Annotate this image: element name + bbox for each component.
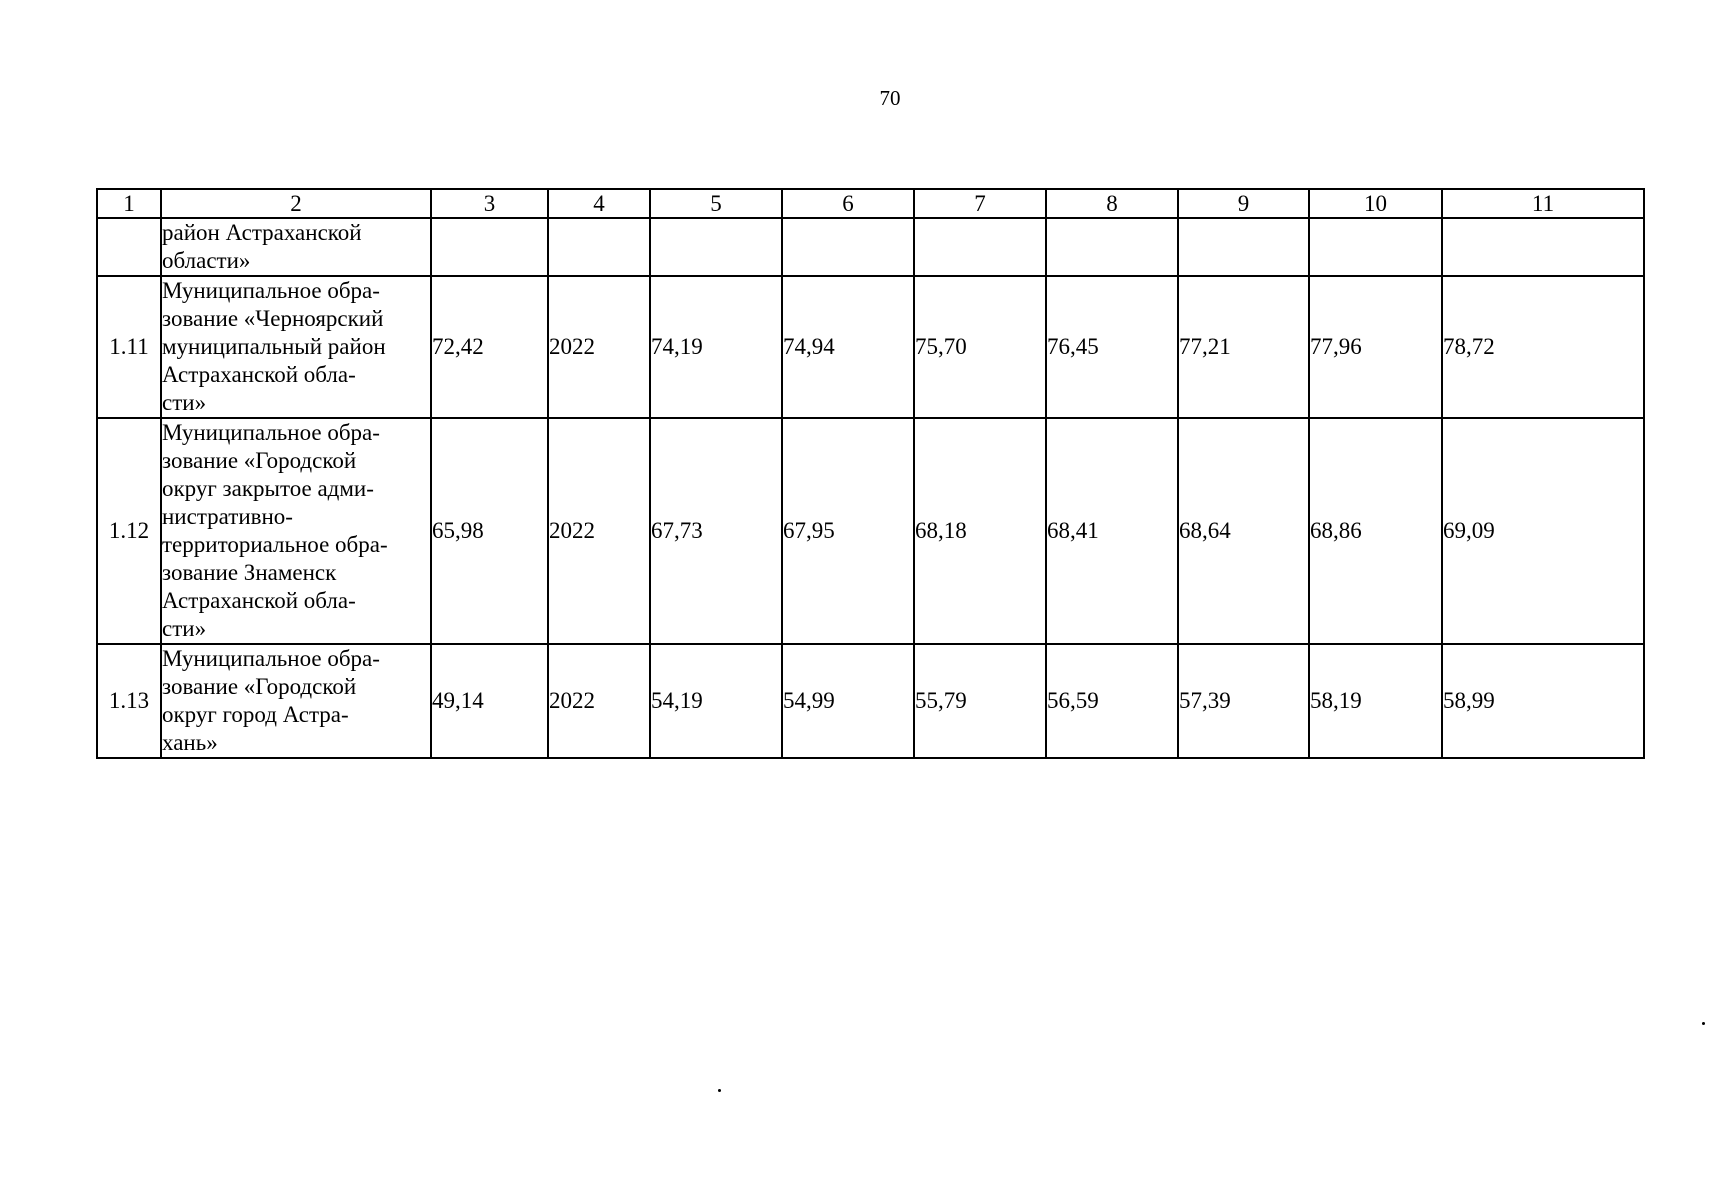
row-number-cell: 1.13: [97, 644, 161, 758]
value-cell: 67,73: [650, 418, 782, 644]
value-cell: 74,94: [782, 276, 914, 418]
value-cell: 74,19: [650, 276, 782, 418]
table-row: [97, 276, 1644, 418]
value-cell: [1178, 218, 1309, 276]
municipality-name-cell: Муниципальное обра- зование «Городской округ закрытое адми- нистративно- территориальное обра- зование Знаменск Астраханской обла- сти»: [161, 418, 431, 644]
table-header-row: [97, 189, 1644, 218]
value-cell: 2022: [548, 418, 650, 644]
table-body: [97, 218, 1644, 758]
column-header: 7: [914, 189, 1046, 218]
column-header: 1: [97, 189, 161, 218]
value-cell: [782, 218, 914, 276]
value-cell: 2022: [548, 276, 650, 418]
municipality-name-cell: Муниципальное обра- зование «Черноярский муниципальный район Астраханской обла- сти»: [161, 276, 431, 418]
value-cell: 67,95: [782, 418, 914, 644]
row-number-cell: 1.11: [97, 276, 161, 418]
table-row: [97, 218, 1644, 276]
column-header: 8: [1046, 189, 1178, 218]
scan-speck: [718, 1089, 721, 1092]
table-row: [97, 418, 1644, 644]
table-row: [97, 644, 1644, 758]
value-cell: [1309, 218, 1442, 276]
value-cell: 75,70: [914, 276, 1046, 418]
value-cell: 49,14: [431, 644, 548, 758]
value-cell: 78,72: [1442, 276, 1644, 418]
value-cell: 56,59: [1046, 644, 1178, 758]
value-cell: 68,64: [1178, 418, 1309, 644]
municipality-name-cell: Муниципальное обра- зование «Городской округ город Астра- хань»: [161, 644, 431, 758]
value-cell: 68,86: [1309, 418, 1442, 644]
value-cell: 68,18: [914, 418, 1046, 644]
value-cell: [650, 218, 782, 276]
value-cell: [431, 218, 548, 276]
value-cell: [1442, 218, 1644, 276]
value-cell: 2022: [548, 644, 650, 758]
value-cell: 55,79: [914, 644, 1046, 758]
column-header: 11: [1442, 189, 1644, 218]
value-cell: 57,39: [1178, 644, 1309, 758]
value-cell: 65,98: [431, 418, 548, 644]
value-cell: 54,99: [782, 644, 914, 758]
value-cell: 72,42: [431, 276, 548, 418]
value-cell: 69,09: [1442, 418, 1644, 644]
column-header: 10: [1309, 189, 1442, 218]
column-header: 2: [161, 189, 431, 218]
municipality-name-cell: район Астраханской области»: [161, 218, 431, 276]
column-header: 4: [548, 189, 650, 218]
column-header: 3: [431, 189, 548, 218]
value-cell: 58,19: [1309, 644, 1442, 758]
row-number-cell: 1.12: [97, 418, 161, 644]
value-cell: [914, 218, 1046, 276]
row-number-cell: [97, 218, 161, 276]
value-cell: [1046, 218, 1178, 276]
value-cell: 58,99: [1442, 644, 1644, 758]
scan-speck: [1702, 1022, 1705, 1025]
column-header: 6: [782, 189, 914, 218]
page-number: 70: [879, 86, 901, 110]
value-cell: 77,96: [1309, 276, 1442, 418]
data-table: [96, 188, 1645, 759]
value-cell: 54,19: [650, 644, 782, 758]
value-cell: [548, 218, 650, 276]
column-header: 5: [650, 189, 782, 218]
value-cell: 68,41: [1046, 418, 1178, 644]
value-cell: 77,21: [1178, 276, 1309, 418]
value-cell: 76,45: [1046, 276, 1178, 418]
column-header: 9: [1178, 189, 1309, 218]
